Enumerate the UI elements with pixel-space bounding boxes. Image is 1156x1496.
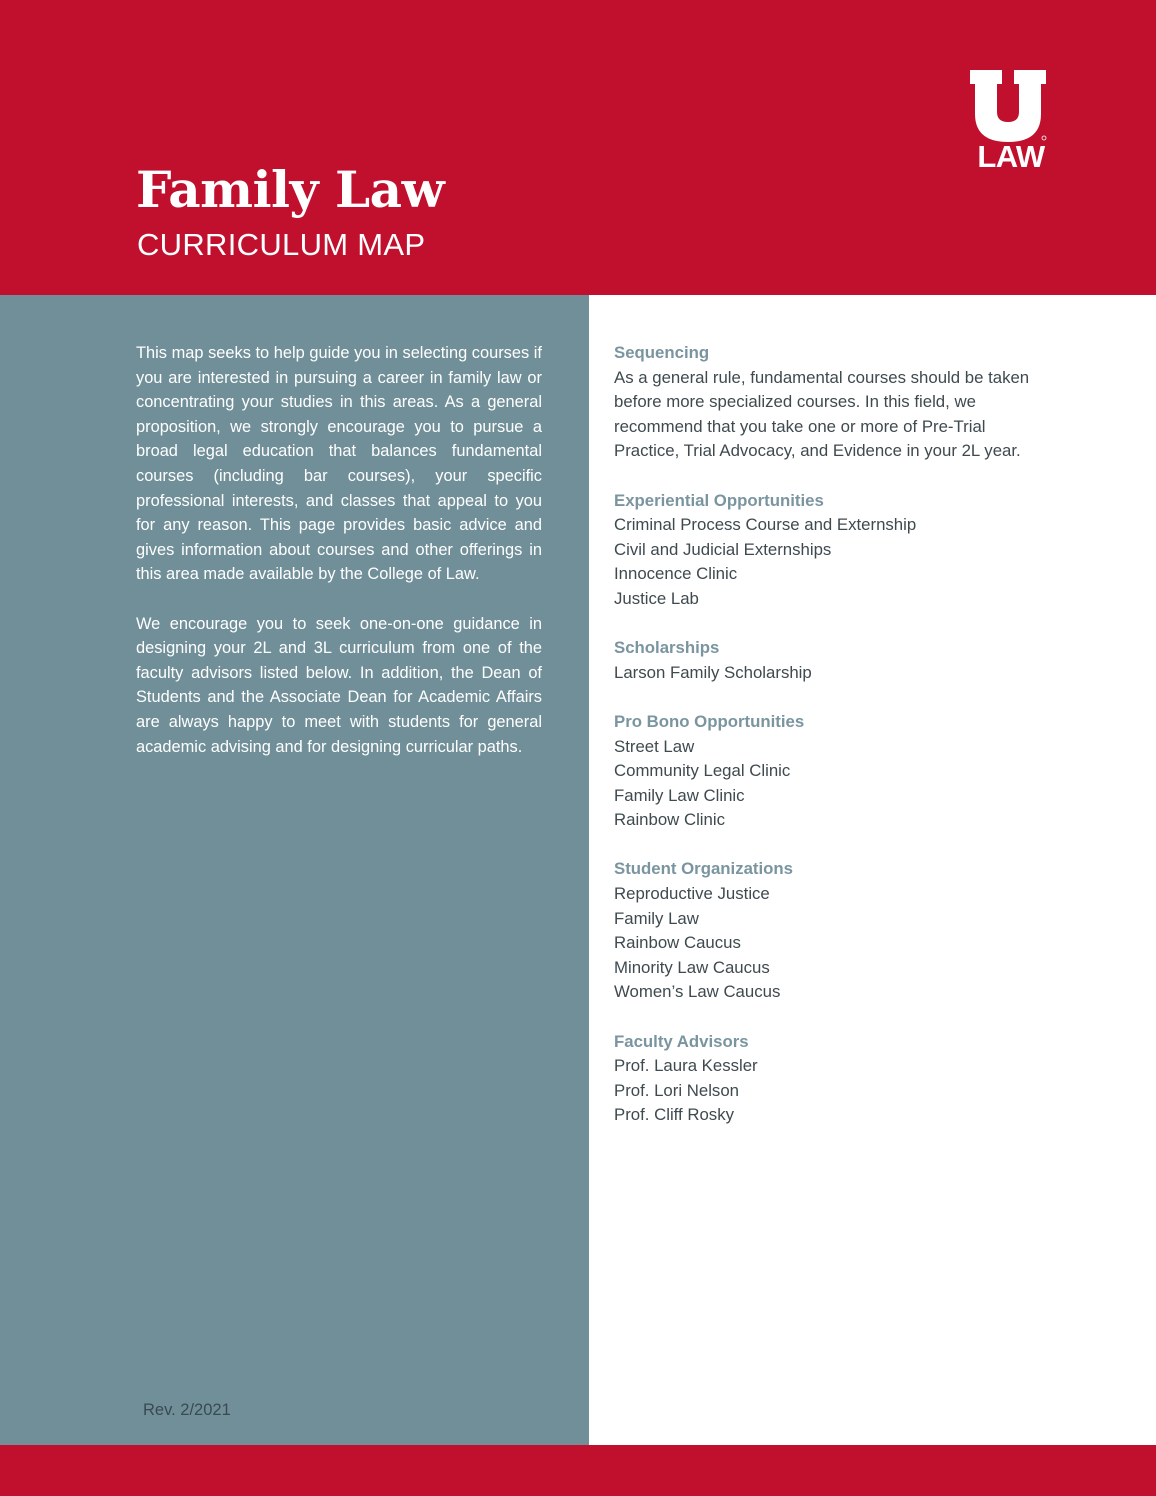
list-item: Civil and Judicial Externships	[614, 539, 832, 559]
faculty-list	[614, 1054, 1034, 1128]
section-heading: Pro Bono Opportunities	[614, 711, 805, 731]
section-faculty-advisors	[614, 1030, 1034, 1128]
section-heading: Student Organizations	[614, 859, 794, 879]
section-pro-bono	[614, 710, 1034, 833]
section-student-organizations	[614, 857, 1034, 1005]
list-item: Larson Family Scholarship	[614, 662, 812, 682]
page-title: Family Law	[136, 160, 445, 219]
list-item: Community Legal Clinic	[614, 761, 791, 781]
logo-law-text: LAW	[977, 139, 1045, 174]
student-orgs-list	[614, 882, 1034, 1005]
experiential-list	[614, 513, 1034, 611]
section-scholarships	[614, 636, 1034, 685]
list-item: Women’s Law Caucus	[614, 982, 781, 1002]
pro-bono-list	[614, 735, 1034, 833]
revision-date: Rev. 2/2021	[143, 1401, 231, 1419]
list-item: Rainbow Caucus	[614, 933, 741, 953]
university-of-utah-law-logo	[966, 68, 1056, 174]
list-item: Prof. Lori Nelson	[614, 1080, 739, 1100]
list-item: Prof. Cliff Rosky	[614, 1105, 734, 1125]
list-item: Rainbow Clinic	[614, 810, 725, 830]
intro-paragraph-1: This map seeks to help guide you in selecting courses if you are interested in pursuing a career in family law or concentrating your studies in this areas. As a general proposition, we strongly encourage you to pursue a broad legal education that balances fundamental courses (including bar courses), your specific professional interests, and classes that appeal to you for any reason. This page provides basic advice and gives information about courses and other offerings in this area made available by the College of Law.	[136, 344, 542, 584]
list-item: Justice Lab	[614, 588, 699, 608]
intro-paragraph-2: We encourage you to seek one-on-one guidance in designing your 2L and 3L curriculum from one of the faculty advisors listed below. In addition, the Dean of Students and the Associate Dean for Academic Affairs are always happy to meet with students for general academic advising and for designing curricular paths.	[136, 614, 542, 756]
footer-bar	[0, 1445, 1156, 1496]
header-banner	[0, 0, 1156, 295]
list-item: Criminal Process Course and Externship	[614, 515, 917, 535]
list-item: Family Law Clinic	[614, 785, 745, 805]
section-experiential	[614, 489, 1034, 612]
section-heading: Experiential Opportunities	[614, 490, 824, 510]
details-column	[614, 341, 1034, 1153]
block-u-icon	[966, 68, 1056, 144]
sequencing-text: As a general rule, fundamental courses should be taken before more specialized courses. In this field, we recommend that you take one or more of Pre-Trial Practice, Trial Advocacy, and Evidence in your 2L year.	[614, 367, 1030, 461]
section-sequencing	[614, 341, 1034, 464]
list-item: Street Law	[614, 736, 695, 756]
section-heading: Sequencing	[614, 343, 710, 362]
intro-panel	[0, 295, 589, 1445]
list-item: Innocence Clinic	[614, 564, 738, 584]
section-heading: Faculty Advisors	[614, 1031, 749, 1051]
scholarships-list	[614, 661, 1034, 686]
list-item: Prof. Laura Kessler	[614, 1056, 758, 1076]
list-item: Family Law	[614, 908, 699, 928]
page-subtitle: CURRICULUM MAP	[137, 227, 426, 262]
list-item: Minority Law Caucus	[614, 957, 770, 977]
list-item: Reproductive Justice	[614, 884, 770, 904]
section-heading: Scholarships	[614, 638, 720, 658]
intro-text	[136, 341, 542, 784]
